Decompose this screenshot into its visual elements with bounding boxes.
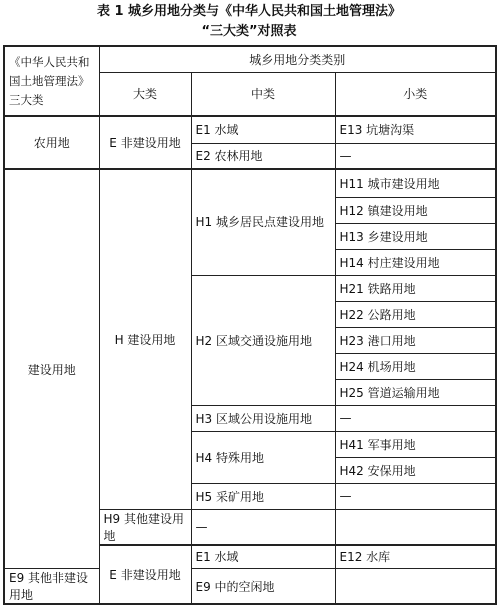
major-h-build: H 建设用地 — [99, 169, 191, 509]
classification-table — [3, 45, 497, 605]
minor-h9-dash: — — [191, 509, 335, 545]
mid-e1-water: E1 水域 — [191, 116, 335, 143]
minor-h41: H41 军事用地 — [335, 431, 496, 457]
mid-h5: H5 采矿用地 — [191, 483, 335, 509]
minor-h25: H25 管道运输用地 — [335, 379, 496, 405]
mid-h1: H1 城乡居民点建设用地 — [191, 169, 335, 275]
corner-header: 《中华人民共和国土地管理法》三大类 — [4, 46, 99, 116]
minor-e13: E13 坑塘沟渠 — [335, 116, 496, 143]
caption-line-1: 表 1 城乡用地分类与《中华人民共和国土地管理法》 — [96, 4, 402, 19]
major-header: 大类 — [99, 72, 191, 116]
mid-h3: H3 区域公用设施用地 — [191, 405, 335, 431]
minor-h13: H13 乡建设用地 — [335, 223, 496, 249]
table-caption — [0, 2, 498, 42]
build-land-label: 建设用地 — [4, 169, 99, 569]
minor-h3-dash: — — [335, 405, 496, 431]
minor-h24: H24 机场用地 — [335, 353, 496, 379]
minor-h21: H21 铁路用地 — [335, 275, 496, 301]
minor-header: 小类 — [335, 72, 496, 116]
caption-line-2: “三大类”对照表 — [201, 24, 297, 39]
major-e-nonbuild-2: E 非建设用地 — [99, 545, 191, 605]
minor-h5-dash: — — [335, 483, 496, 509]
group-header: 城乡用地分类类别 — [99, 46, 496, 72]
minor-h23: H23 港口用地 — [335, 327, 496, 353]
mid-h4: H4 特殊用地 — [191, 431, 335, 483]
minor-h14: H14 村庄建设用地 — [335, 249, 496, 275]
minor-h12: H12 镇建设用地 — [335, 197, 496, 223]
minor-e9-idle: E9 中的空闲地 — [191, 569, 335, 605]
minor-e12: E12 水库 — [335, 545, 496, 569]
minor-h42: H42 安保用地 — [335, 457, 496, 483]
mid-e1-water-2: E1 水域 — [191, 545, 335, 569]
minor-e2-dash: — — [335, 143, 496, 169]
mid-e9: E9 其他非建设用地 — [4, 569, 99, 605]
farm-land-label: 农用地 — [4, 116, 99, 169]
mid-e2-agri: E2 农林用地 — [191, 143, 335, 169]
medium-header: 中类 — [191, 72, 335, 116]
major-e-nonbuild-1: E 非建设用地 — [99, 116, 191, 169]
mid-h9: H9 其他建设用地 — [99, 509, 191, 545]
mid-h2: H2 区域交通设施用地 — [191, 275, 335, 405]
minor-h11: H11 城市建设用地 — [335, 169, 496, 197]
minor-h22: H22 公路用地 — [335, 301, 496, 327]
